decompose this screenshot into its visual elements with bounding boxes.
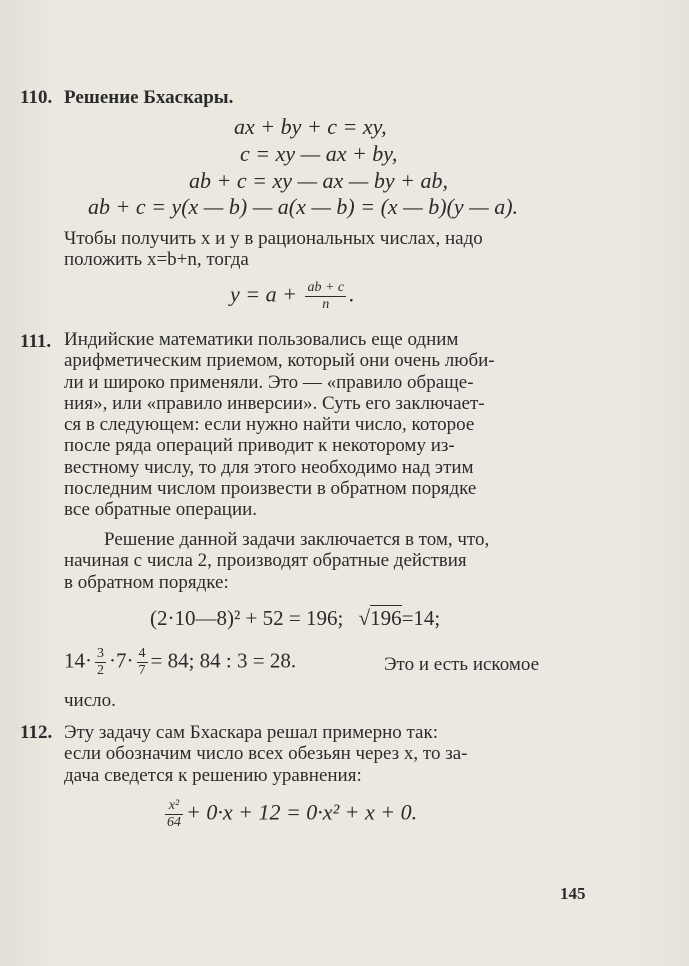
text-line: арифметическим приемом, который они очень люби- xyxy=(64,350,495,372)
text-110-1: Чтобы получить x и y в рациональных числах, надо xyxy=(64,228,483,249)
equation-111-1 xyxy=(150,606,440,631)
eq2-b: ·7· xyxy=(109,648,134,673)
text-111-last: число. xyxy=(64,690,116,711)
text-line: ся в следующем: если нужно найти число, которое xyxy=(64,414,475,436)
text-line: все обратные операции. xyxy=(64,499,258,521)
text-110-2: положить x=b+n, тогда xyxy=(64,249,249,270)
text-line: начиная с числа 2, производят обратные действия xyxy=(64,550,467,572)
text-line: дача сведется к решению уравнения: xyxy=(64,764,362,786)
paragraph-111-1 xyxy=(64,329,594,521)
final-lhs: y = a + xyxy=(230,281,303,307)
fraction-4-over-7 xyxy=(137,646,148,679)
problem-number-111: 111. xyxy=(20,331,52,352)
text-line: после ряда операций приводит к некоторому из- xyxy=(64,435,455,457)
equation-111-2 xyxy=(64,646,296,679)
fraction-denominator: n xyxy=(322,297,330,312)
paragraph-111-2 xyxy=(64,529,594,593)
fraction-x2-over-64 xyxy=(165,798,183,831)
equation-110-1: ax + by + c = xy, xyxy=(234,114,387,139)
text-111-answer: Это и есть искомое xyxy=(384,654,540,675)
text-line: вестному числу, то для этого необходимо над этим xyxy=(64,456,474,478)
text-line: ли и широко применяли. Это — «правило обраще- xyxy=(64,371,474,393)
text-line: если обозначим число всех обезьян через x, то за- xyxy=(64,743,468,765)
fraction-denominator: 64 xyxy=(167,815,181,830)
problem-number-112: 112. xyxy=(20,722,53,743)
equation-110-4: ab + c = y(x — b) — a(x — b) = (x — b)(y — a). xyxy=(88,194,519,219)
text-line: Индийские математики пользовались еще одним xyxy=(64,329,459,350)
eq-right: =14; xyxy=(401,606,441,630)
fraction-numerator: 3 xyxy=(97,646,104,661)
fraction-ab-c-over-n xyxy=(305,280,346,313)
sqrt-sign: √ xyxy=(358,606,371,630)
equation-110-3: ab + c = xy — ax — by + ab, xyxy=(189,168,448,193)
equation-112 xyxy=(162,798,417,831)
fraction-numerator: x² xyxy=(165,798,183,815)
eq-left: (2·10—8)² + 52 = 196; xyxy=(150,606,344,630)
text-line: в обратном порядке: xyxy=(64,571,229,593)
text-line: Эту задачу сам Бхаскара решал примерно так: xyxy=(64,722,438,743)
final-end: . xyxy=(349,281,355,307)
text-line: ния», или «правило инверсии». Суть его заключает- xyxy=(64,392,485,414)
paragraph-112 xyxy=(64,722,594,786)
fraction-3-over-2 xyxy=(95,646,106,679)
text-line: последним числом произвести в обратном порядке xyxy=(64,478,477,500)
page-number: 145 xyxy=(560,884,586,903)
eq2-a: 14· xyxy=(64,648,92,673)
text-line: Решение данной задачи заключается в том, что, xyxy=(104,529,490,550)
equation-110-final xyxy=(230,280,355,313)
sqrt-argument: 196 xyxy=(370,606,402,630)
fraction-denominator: 7 xyxy=(138,663,146,678)
fraction-numerator: 4 xyxy=(138,646,146,661)
eq2-c: = 84; 84 : 3 = 28. xyxy=(150,648,297,673)
fraction-numerator: ab + c xyxy=(307,280,345,295)
eq-rest: + 0·x + 12 = 0·x² + x + 0. xyxy=(186,799,418,825)
problem-number-110: 110. xyxy=(20,87,53,108)
problem-title-110: Решение Бхаскары. xyxy=(64,87,234,108)
fraction-denominator: 2 xyxy=(97,663,104,678)
equation-110-2: c = xy — ax + by, xyxy=(240,141,398,166)
